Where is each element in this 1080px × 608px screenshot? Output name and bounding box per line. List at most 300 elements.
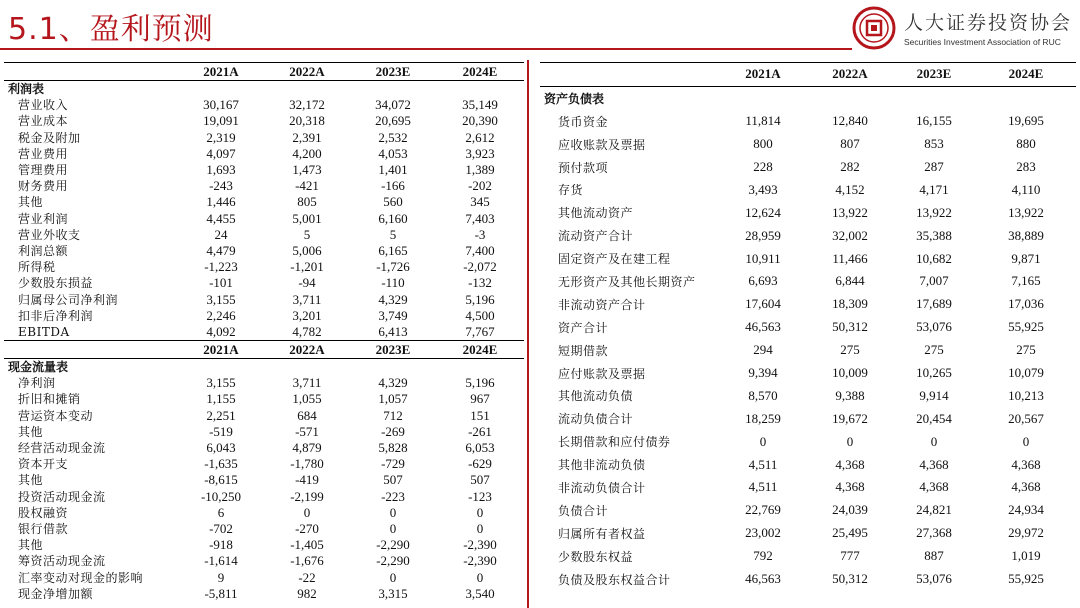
table-row	[540, 224, 1076, 247]
row-value: 11,814	[745, 113, 781, 129]
cashflow-section-title	[4, 359, 524, 376]
row-label: 非流动负债合计	[558, 480, 646, 495]
year-header: 2024E	[436, 63, 524, 81]
row-value: 11,466	[832, 250, 868, 266]
row-value: 46,563	[745, 319, 781, 335]
row-label: 非流动资产合计	[558, 297, 646, 312]
row-value: -1,780	[290, 456, 324, 472]
row-value: 20,454	[916, 410, 952, 426]
row-value: 4,879	[292, 440, 322, 456]
row-label: 扣非后净利润	[18, 308, 94, 323]
row-label: 其他	[18, 538, 44, 553]
row-value: 17,604	[745, 296, 781, 312]
row-value: 1,401	[378, 162, 408, 178]
row-value: 12,624	[745, 204, 781, 220]
row-value: 294	[753, 342, 773, 358]
row-value: 3,711	[292, 291, 322, 307]
row-label: 负债合计	[558, 503, 609, 518]
table-row	[4, 489, 524, 505]
row-value: 32,002	[832, 227, 868, 243]
row-value: 4,053	[378, 145, 408, 161]
row-value: 10,213	[1008, 387, 1044, 403]
row-value: 4,329	[378, 375, 408, 391]
row-value: 7,767	[465, 323, 495, 339]
row-value: 18,259	[745, 410, 781, 426]
row-label: 股权融资	[18, 505, 69, 520]
row-value: -261	[468, 423, 492, 439]
row-value: 5	[303, 226, 311, 242]
row-value: 4,368	[1011, 456, 1041, 472]
row-value: -1,726	[376, 259, 410, 275]
row-label: 少数股东损益	[18, 276, 94, 291]
row-value: 5	[389, 226, 397, 242]
row-value: 1,057	[378, 391, 408, 407]
row-value: -519	[209, 423, 233, 439]
row-value: 4,368	[835, 456, 865, 472]
row-value: 24,934	[1008, 502, 1044, 518]
row-value: 9,394	[748, 365, 778, 381]
row-value: 982	[297, 585, 317, 601]
row-label: 归属所有者权益	[558, 526, 646, 541]
row-value: -10,250	[200, 488, 242, 504]
row-value: -8,615	[204, 472, 238, 488]
blank-cell	[436, 359, 524, 376]
table-row	[540, 201, 1076, 224]
row-value: 853	[924, 136, 944, 152]
blank-cell	[350, 81, 436, 98]
table-row	[540, 247, 1076, 270]
row-value: -2,390	[463, 537, 497, 553]
row-value: 12,840	[832, 113, 868, 129]
row-value: 2,251	[206, 407, 236, 423]
table-row	[4, 521, 524, 537]
row-value: 0	[476, 520, 484, 536]
row-value: 0	[846, 433, 854, 449]
row-value: 9,871	[1011, 250, 1041, 266]
row-value: -123	[468, 488, 492, 504]
year-header: 2023E	[892, 63, 976, 87]
year-header: 2024E	[976, 63, 1076, 87]
row-value: 46,563	[745, 571, 781, 587]
income-year-header	[4, 63, 524, 81]
row-label: 流动负债合计	[558, 412, 634, 427]
row-value: 20,390	[462, 113, 498, 129]
table-row	[540, 270, 1076, 293]
row-label: 净利润	[18, 376, 56, 391]
row-label: 少数股东权益	[558, 549, 634, 564]
row-value: 4,368	[919, 479, 949, 495]
row-value: 2,319	[206, 129, 236, 145]
row-value: -166	[381, 178, 405, 194]
row-label: 货币资金	[558, 114, 609, 129]
row-label: 应收账款及票据	[558, 137, 646, 152]
row-label: 其他流动负债	[558, 389, 634, 404]
table-row	[4, 537, 524, 553]
row-value: 10,911	[745, 250, 781, 266]
row-value: 19,695	[1008, 113, 1044, 129]
row-value: 55,925	[1008, 319, 1044, 335]
row-value: 275	[1016, 342, 1036, 358]
row-value: 4,110	[1011, 181, 1041, 197]
table-row	[4, 391, 524, 407]
row-value: -5,811	[204, 585, 238, 601]
row-value: 30,167	[203, 97, 239, 113]
row-label: 税金及附加	[18, 130, 81, 145]
table-row	[540, 110, 1076, 133]
row-label: 其他	[18, 195, 44, 210]
row-value: 6,043	[206, 440, 236, 456]
row-value: -22	[298, 569, 316, 585]
row-value: 4,455	[206, 210, 236, 226]
row-value: 16,155	[916, 113, 952, 129]
row-value: 275	[840, 342, 860, 358]
row-value: -918	[209, 537, 233, 553]
row-value: -2,072	[463, 259, 497, 275]
income-section-title	[4, 81, 524, 98]
table-row	[540, 430, 1076, 453]
row-value: 1,055	[292, 391, 322, 407]
row-label: 短期借款	[558, 343, 609, 358]
year-header: 2022A	[264, 63, 350, 81]
table-row	[540, 339, 1076, 362]
row-value: 0	[759, 433, 767, 449]
row-value: 53,076	[916, 319, 952, 335]
row-label: 营业利润	[18, 211, 69, 226]
blank-cell	[808, 86, 892, 109]
row-value: 1,389	[465, 162, 495, 178]
row-value: 32,172	[289, 97, 325, 113]
row-value: -2,390	[463, 553, 497, 569]
row-label: 其他流动资产	[558, 206, 634, 221]
table-row	[540, 362, 1076, 385]
row-value: 0	[930, 433, 938, 449]
blank-cell	[178, 359, 264, 376]
table-row	[540, 384, 1076, 407]
row-value: 23,002	[745, 525, 781, 541]
row-value: 3,315	[378, 585, 408, 601]
table-row	[4, 553, 524, 569]
table-row	[4, 424, 524, 440]
row-value: 1,693	[206, 162, 236, 178]
row-value: 20,695	[375, 113, 411, 129]
row-value: 2,246	[206, 307, 236, 323]
table-row	[4, 130, 524, 146]
table-row	[4, 569, 524, 585]
table-row	[540, 407, 1076, 430]
row-value: 4,368	[919, 456, 949, 472]
table-row	[4, 227, 524, 243]
row-value: 13,922	[1008, 204, 1044, 220]
table-row	[4, 324, 524, 341]
blank-cell	[976, 86, 1076, 109]
balance-year-header	[540, 63, 1076, 87]
row-label: 预付款项	[558, 160, 609, 175]
row-value: 283	[1016, 159, 1036, 174]
row-value: 4,152	[835, 181, 865, 197]
table-row	[4, 178, 524, 194]
row-value: 20,567	[1008, 410, 1044, 426]
row-value: -421	[295, 178, 319, 194]
row-value: 53,076	[916, 571, 952, 587]
row-value: 18,309	[832, 296, 868, 312]
row-value: 34,072	[375, 97, 411, 113]
row-value: 3,923	[465, 145, 495, 161]
section-divider	[527, 60, 529, 608]
blank-cell	[178, 81, 264, 98]
row-label: 无形资产及其他长期资产	[558, 274, 696, 289]
table-row	[4, 243, 524, 259]
row-value: 50,312	[832, 319, 868, 335]
row-value: 3,749	[378, 307, 408, 323]
table-row	[540, 476, 1076, 499]
table-row	[4, 505, 524, 521]
table-row	[4, 440, 524, 456]
table-row	[4, 408, 524, 424]
row-value: -2,290	[376, 537, 410, 553]
row-label: 现金净增加额	[18, 586, 94, 601]
row-value: 9,388	[835, 387, 865, 403]
header-blank	[4, 63, 178, 81]
row-value: 8,570	[748, 387, 778, 403]
row-value: 3,540	[465, 585, 495, 601]
row-value: 800	[753, 136, 773, 152]
section-title: 资产负债表	[544, 91, 605, 106]
row-value: 24	[214, 226, 228, 242]
row-value: 6,844	[835, 273, 865, 289]
row-value: 50,312	[832, 571, 868, 587]
row-value: 6,165	[378, 242, 408, 258]
row-value: 1,446	[206, 194, 236, 210]
row-label: 营业成本	[18, 114, 69, 129]
year-header: 2021A	[178, 63, 264, 81]
cashflow-year-header	[4, 341, 524, 359]
row-value: 2,532	[378, 129, 408, 145]
row-value: 777	[840, 548, 860, 564]
row-value: 4,368	[1011, 479, 1041, 495]
row-value: 19,091	[203, 113, 239, 129]
row-value: 0	[476, 569, 484, 585]
row-value: 35,388	[916, 227, 952, 243]
table-row	[4, 472, 524, 488]
row-value: -571	[295, 423, 319, 439]
row-value: 17,689	[916, 296, 952, 312]
row-value: 151	[470, 407, 490, 423]
row-value: 507	[383, 472, 403, 488]
row-value: 7,165	[1011, 273, 1041, 289]
row-value: 13,922	[832, 204, 868, 220]
row-value: 6,413	[378, 323, 408, 339]
row-value: -202	[468, 178, 492, 194]
year-header: 2021A	[718, 63, 808, 87]
row-label: 所得税	[18, 260, 56, 275]
page-title: 5.1、盈利预测	[8, 12, 214, 47]
row-value: 275	[924, 342, 944, 358]
row-value: -110	[381, 275, 405, 291]
header-blank	[540, 63, 718, 87]
row-value: 4,479	[206, 242, 236, 258]
table-row	[540, 545, 1076, 568]
blank-cell	[264, 359, 350, 376]
row-label: 营运资本变动	[18, 408, 94, 423]
table-row	[4, 291, 524, 307]
row-label: 投资活动现金流	[18, 489, 106, 504]
table-row	[4, 275, 524, 291]
row-value: 7,007	[919, 273, 949, 289]
row-value: 29,972	[1008, 525, 1044, 541]
year-header: 2023E	[350, 341, 436, 359]
row-value: 35,149	[462, 97, 498, 113]
row-value: -702	[209, 520, 233, 536]
table-row	[540, 568, 1076, 591]
table-row	[4, 259, 524, 275]
row-value: 17,036	[1008, 296, 1044, 312]
year-header: 2021A	[178, 341, 264, 359]
table-row	[4, 456, 524, 472]
row-value: 4,511	[748, 479, 778, 495]
row-value: 4,171	[919, 181, 949, 197]
table-row	[540, 133, 1076, 156]
row-value: 24,821	[916, 502, 952, 518]
table-row	[4, 113, 524, 129]
row-label: 利润总额	[18, 243, 69, 258]
row-value: 4,511	[748, 456, 778, 472]
row-label: 汇率变动对现金的影响	[18, 570, 144, 585]
row-label: 应付账款及票据	[558, 366, 646, 381]
row-value: 27,368	[916, 525, 952, 541]
row-value: 22,769	[745, 502, 781, 518]
row-value: 792	[753, 548, 773, 564]
row-label: 其他	[18, 473, 44, 488]
row-value: 0	[476, 504, 484, 520]
row-label: 资本开支	[18, 457, 69, 472]
balance-sheet-table	[540, 62, 1076, 590]
table-row	[4, 308, 524, 324]
row-value: -729	[381, 456, 405, 472]
row-value: 880	[1016, 136, 1036, 152]
row-value: 507	[470, 472, 490, 488]
row-label: 折旧和摊销	[18, 392, 81, 407]
blank-cell	[350, 359, 436, 376]
table-row	[4, 211, 524, 227]
row-value: 7,400	[465, 242, 495, 258]
row-value: 3,711	[292, 375, 322, 391]
table-row	[4, 97, 524, 113]
table-row	[4, 194, 524, 210]
association-logo	[852, 6, 1080, 52]
blank-cell	[264, 81, 350, 98]
row-value: -3	[474, 226, 486, 242]
row-label: 固定资产及在建工程	[558, 252, 671, 267]
row-value: 5,006	[292, 242, 322, 258]
balance-section-title	[540, 86, 1076, 109]
row-label: 营业外收支	[18, 227, 81, 242]
row-value: 38,889	[1008, 227, 1044, 243]
row-label: 银行借款	[18, 521, 69, 536]
row-value: 10,265	[916, 365, 952, 381]
row-value: -223	[381, 488, 405, 504]
row-value: -269	[381, 423, 405, 439]
row-value: 967	[470, 391, 490, 407]
row-label: 营业收入	[18, 98, 69, 113]
table-row	[4, 586, 524, 602]
table-row	[540, 178, 1076, 201]
row-value: 9	[217, 569, 225, 585]
row-label: 流动资产合计	[558, 229, 634, 244]
row-label: 存货	[558, 183, 584, 198]
row-value: 0	[389, 520, 397, 536]
table-row	[540, 156, 1076, 179]
row-label: 筹资活动现金流	[18, 554, 106, 569]
row-value: 10,079	[1008, 365, 1044, 381]
row-value: 6,693	[748, 273, 778, 289]
row-value: 0	[1022, 433, 1030, 449]
row-value: 4,782	[292, 323, 322, 339]
logo-name: 人大证券投资协会	[904, 12, 1073, 34]
row-value: 805	[297, 194, 317, 210]
row-value: 6	[217, 504, 225, 520]
row-label: 归属母公司净利润	[18, 292, 119, 307]
row-value: 20,318	[289, 113, 325, 129]
row-value: -94	[298, 275, 316, 291]
row-value: 13,922	[916, 204, 952, 220]
year-header: 2022A	[808, 63, 892, 87]
row-value: 1,019	[1011, 548, 1041, 564]
row-value: 2,391	[292, 129, 322, 145]
row-value: 712	[383, 407, 403, 423]
row-value: -1,614	[204, 553, 238, 569]
row-value: 4,500	[465, 307, 495, 323]
left-tables	[4, 62, 524, 602]
row-value: 9,914	[919, 387, 949, 403]
row-value: 5,196	[465, 375, 495, 391]
row-value: 19,672	[832, 410, 868, 426]
row-label: 营业费用	[18, 146, 69, 161]
row-label: 其他非流动负债	[558, 458, 646, 473]
row-value: 55,925	[1008, 571, 1044, 587]
row-value: 5,001	[292, 210, 322, 226]
row-value: 4,092	[206, 323, 236, 339]
row-value: -419	[295, 472, 319, 488]
row-value: 24,039	[832, 502, 868, 518]
row-value: 887	[924, 548, 944, 564]
row-value: 1,473	[292, 162, 322, 178]
row-value: 6,160	[378, 210, 408, 226]
row-value: 287	[924, 159, 944, 174]
row-label: 管理费用	[18, 163, 69, 178]
row-label: 经营活动现金流	[18, 441, 106, 456]
row-value: -270	[295, 520, 319, 536]
row-value: 28,959	[745, 227, 781, 243]
row-value: 807	[840, 136, 860, 152]
blank-cell	[436, 81, 524, 98]
table-row	[4, 162, 524, 178]
row-value: 3,493	[748, 181, 778, 197]
seal-icon	[852, 6, 896, 50]
row-value: -101	[209, 275, 233, 291]
row-value: 2,612	[465, 129, 495, 145]
section-title: 现金流量表	[8, 360, 69, 375]
year-header: 2023E	[350, 63, 436, 81]
row-value: 1,155	[206, 391, 236, 407]
row-value: 282	[840, 159, 860, 174]
row-value: -1,405	[290, 537, 324, 553]
table-row	[540, 499, 1076, 522]
row-value: -1,223	[204, 259, 238, 275]
row-value: 10,682	[916, 250, 952, 266]
table-row	[4, 375, 524, 391]
row-label: EBITDA	[18, 324, 70, 339]
row-value: 5,828	[378, 440, 408, 456]
